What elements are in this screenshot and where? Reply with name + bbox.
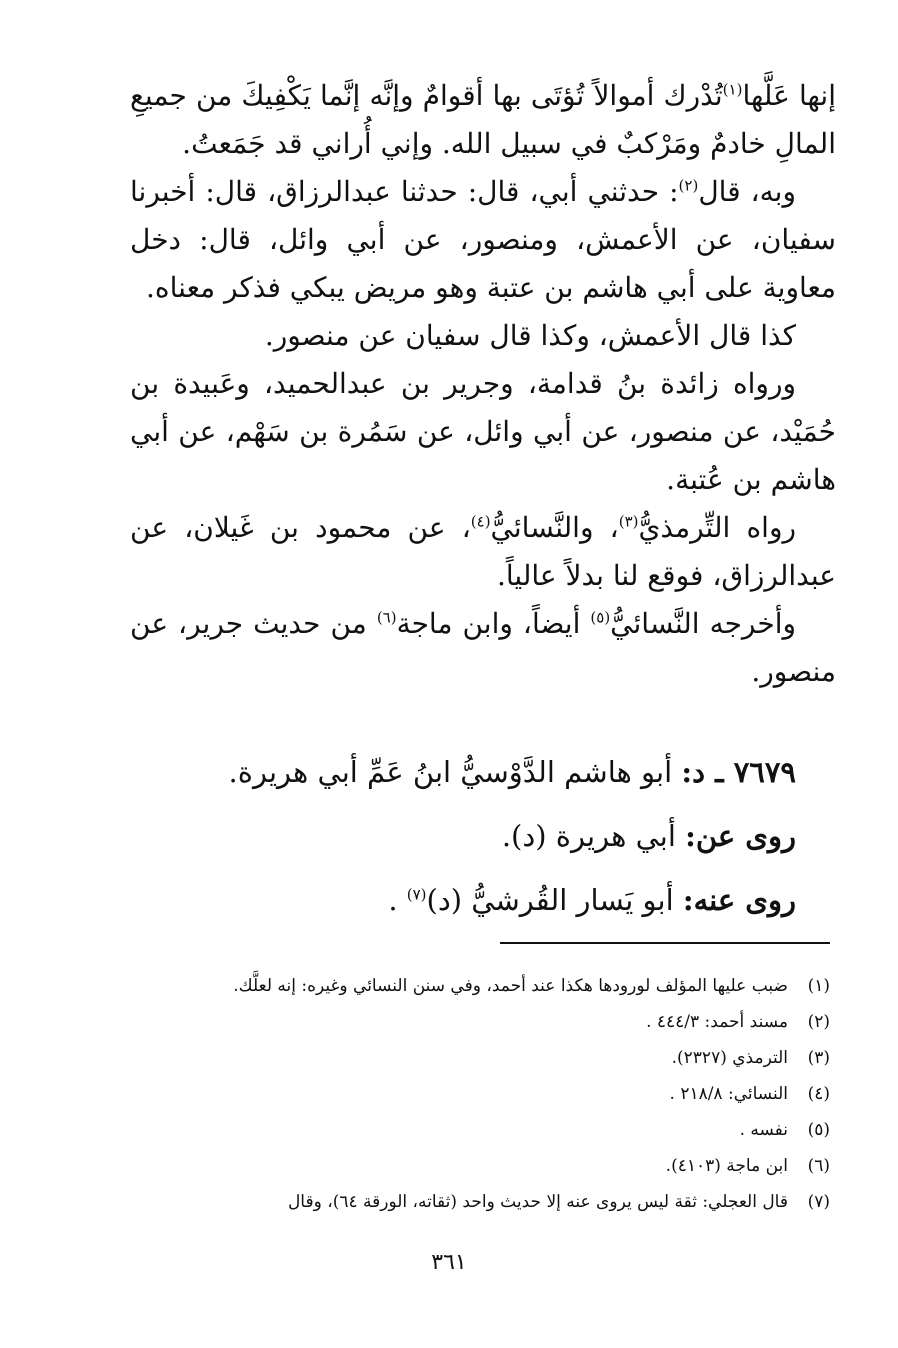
paragraph [130, 312, 836, 360]
entry-name: أبو هاشم الدَّوْسيُّ ابنُ عَمِّ أبي هريرة. [228, 755, 673, 789]
footnote-text: ابن ماجة (٤١٠٣). [665, 1156, 788, 1176]
footnote-item [130, 1148, 836, 1184]
footnote-number: (٥) [807, 1120, 830, 1140]
footnote-separator [500, 942, 830, 944]
footnote-item [130, 1184, 836, 1220]
page-number: ٣٦١ [431, 1250, 467, 1275]
paragraph [130, 504, 836, 600]
footnote-item [130, 968, 836, 1004]
narrated-by-end: . [388, 883, 407, 917]
paragraph-text: تُدْرك أموالاً تُؤتَى بها أقوامٌ وإنَّه إنَّما يَكْفِيكَ من جميعِ المالِ خادمٌ ومَرْكبٌ في سبيل الله. وإني أُراني قد جَمَعتُ. [130, 79, 836, 160]
narrated-from-label: روى عن: [685, 819, 796, 853]
paragraph [130, 72, 836, 168]
paragraph-text: كذا قال الأعمش، وكذا قال سفيان عن منصور. [264, 319, 796, 352]
paragraph-text: رواه التِّرمذيُّ [638, 511, 796, 544]
footnote-marker: (٥) [590, 608, 611, 627]
narrated-by-text: أبو يَسار القُرشيُّ (د) [426, 883, 674, 917]
footnote-text: قال العجلي: ثقة ليس يروى عنه إلا حديث واحد (ثقاته، الورقة ٦٤)، وقال [287, 1192, 788, 1212]
footnote-number: (٦) [807, 1156, 830, 1176]
footnote-item [130, 1004, 836, 1040]
footnote-marker: (١) [722, 80, 743, 99]
footnote-text: مسند أحمد: ٤٤٤/٣ . [646, 1012, 788, 1032]
entry-narrated-by-line [130, 868, 836, 932]
footnote-number: (١) [807, 976, 830, 996]
footnote-item [130, 1076, 836, 1112]
footnote-item [130, 1040, 836, 1076]
paragraph-text: إنها عَلَّها [742, 79, 836, 112]
footnote-text: الترمذي (٢٣٢٧). [671, 1048, 788, 1068]
paragraph-text: ، والنَّسائيُّ [490, 511, 619, 544]
footnote-number: (٣) [807, 1048, 830, 1068]
paragraph-text: من حديث جرير، عن منصور. [130, 607, 836, 688]
entry-narrated-from-line [130, 804, 836, 868]
footnote-text: النسائي: ٢١٨/٨ . [669, 1084, 788, 1104]
paragraph-text: : حدثني أبي، قال: حدثنا عبدالرزاق، قال: أخبرنا سفيان، عن الأعمش، ومنصور، عن أبي وائل، قال: دخل معاوية على أبي هاشم بن عتبة وهو مريض يبكي فذكر معناه. [130, 175, 836, 304]
paragraph-text: وأخرجه النَّسائيُّ [610, 607, 796, 640]
main-text-body [130, 72, 836, 696]
footnote-text: ضبب عليها المؤلف لورودها هكذا عند أحمد، وفي سنن النسائي وغيره: إنه لعلَّك. [233, 976, 788, 996]
paragraph-text: أيضاً، وابن ماجة [396, 607, 591, 640]
footnote-number: (٤) [807, 1084, 830, 1104]
footnote-marker: (٣) [618, 512, 639, 531]
footnote-text: نفسه . [739, 1120, 788, 1140]
narrated-by-label: روى عنه: [682, 883, 796, 917]
footnote-marker: (٧) [406, 885, 427, 904]
paragraph-text: ورواه زائدة بنُ قدامة، وجرير بن عبدالحميد، وعَبيدة بن حُمَيْد، عن منصور، عن أبي وائل، عن سَمُرة بن سَهْم، عن أبي هاشم بن عُتبة. [130, 367, 836, 496]
paragraph [130, 168, 836, 312]
paragraph-text: وبه، قال [698, 175, 796, 208]
entry-heading-line [130, 740, 836, 804]
footnote-marker: (٤) [470, 512, 491, 531]
footnote-marker: (٦) [376, 608, 397, 627]
paragraph-text: ، عن محمود بن غَيلان، عن عبدالرزاق، فوقع لنا بدلاً عالياً. [130, 511, 836, 592]
footnotes-list [130, 968, 836, 1220]
footnote-marker: (٢) [678, 176, 699, 195]
entry-number: ٧٦٧٩ ـ د: [681, 755, 796, 789]
footnote-item [130, 1112, 836, 1148]
paragraph [130, 600, 836, 696]
paragraph [130, 360, 836, 504]
footnote-number: (٧) [807, 1192, 830, 1212]
footnote-number: (٢) [807, 1012, 830, 1032]
narrated-from-text: أبي هريرة (د). [501, 819, 676, 853]
biography-entry [130, 740, 836, 932]
